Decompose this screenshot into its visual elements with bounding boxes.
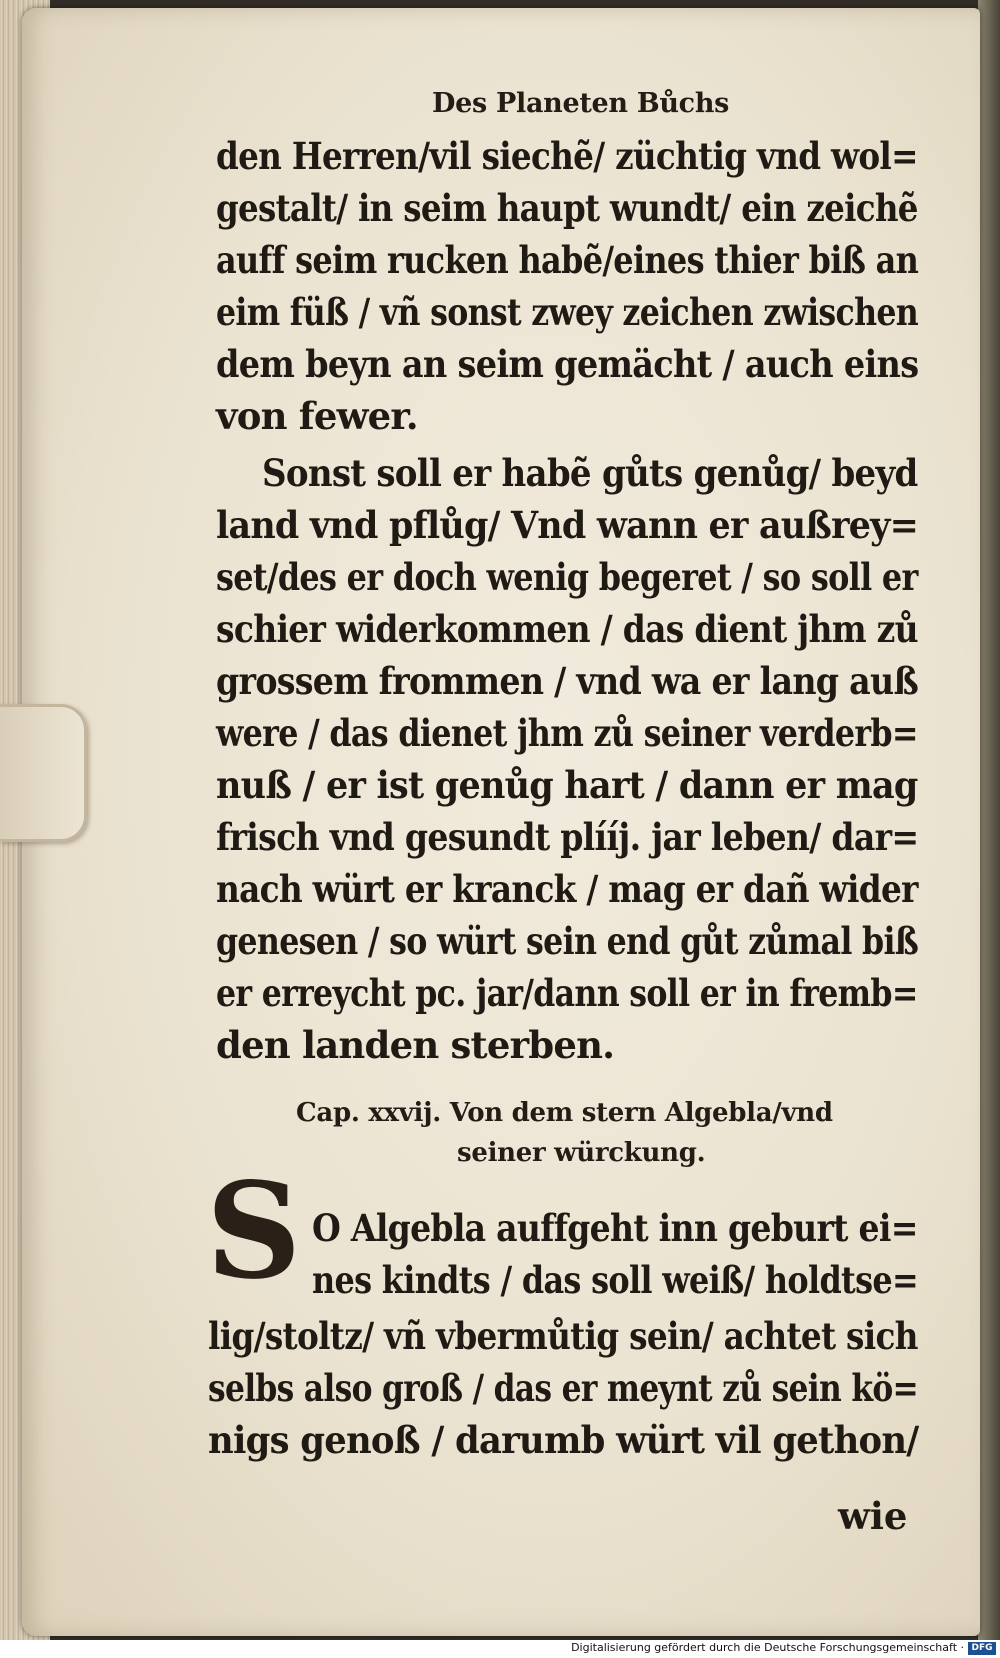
text-line: frisch vnd gesundt plííj. jar leben/ dar= xyxy=(216,815,919,859)
dfg-logo: DFG xyxy=(968,1642,996,1655)
text-line: lig/stoltz/ vñ vbermůtig sein/ achtet sich xyxy=(208,1314,918,1358)
text-line: dem beyn an seim gemächt / auch eins xyxy=(216,342,919,386)
chapter-heading: Cap. xxvij. Von dem stern Algebla/vnd xyxy=(296,1098,833,1128)
text-line: nuß / er ist genůg hart / dann er mag xyxy=(216,763,918,807)
chapter-heading-line2: seiner würckung. xyxy=(457,1138,706,1168)
text-line: were / das dienet jhm zů seiner verderb= xyxy=(216,711,918,755)
text-line: auff seim rucken habẽ/eines thier biß an xyxy=(216,238,919,282)
text-line: selbs also groß / das er meynt zů sein kö= xyxy=(208,1366,919,1410)
text-line: nigs genoß / darumb würt vil gethon/ xyxy=(208,1418,919,1462)
text-line: O Algebla auffgeht inn geburt ei= xyxy=(312,1206,918,1250)
text-line: von fewer. xyxy=(216,394,418,438)
text-line: den landen sterben. xyxy=(216,1023,615,1067)
decorated-initial: S xyxy=(206,1154,302,1309)
text-line: land vnd pflůg/ Vnd wann er außrey= xyxy=(216,503,919,547)
bookmark-tab xyxy=(0,704,87,842)
text-line: genesen / so würt sein end gůt zůmal biß xyxy=(216,919,919,963)
text-line: grossem frommen / vnd wa er lang auß xyxy=(216,659,919,703)
text-line: nach würt er kranck / mag er dañ wider xyxy=(216,867,918,911)
text-line: nes kindts / das soll weiß/ holdtse= xyxy=(312,1258,918,1302)
text-line: gestalt/ in seim haupt wundt/ ein zeichẽ xyxy=(216,186,918,230)
text-line: Sonst soll er habẽ gůts genůg/ beyd xyxy=(262,451,918,495)
binding-shadow xyxy=(978,0,1000,1658)
text-line: set/des er doch wenig begeret / so soll er xyxy=(216,555,918,599)
text-line: er erreycht pc. jar/dann soll er in fremb= xyxy=(216,971,918,1015)
text-line: eim füß / vñ sonst zwey zeichen zwischen xyxy=(216,290,919,334)
text-line: schier widerkommen / das dient jhm zů xyxy=(216,607,918,651)
text-line: den Herren/vil siechẽ/ züchtig vnd wol= xyxy=(216,134,918,178)
running-head: Des Planeten Bůchs xyxy=(432,88,730,119)
catchword: wie xyxy=(838,1494,908,1538)
footer-credit: Digitalisierung gefördert durch die Deutsche Forschungsgemeinschaft · xyxy=(571,1641,964,1654)
